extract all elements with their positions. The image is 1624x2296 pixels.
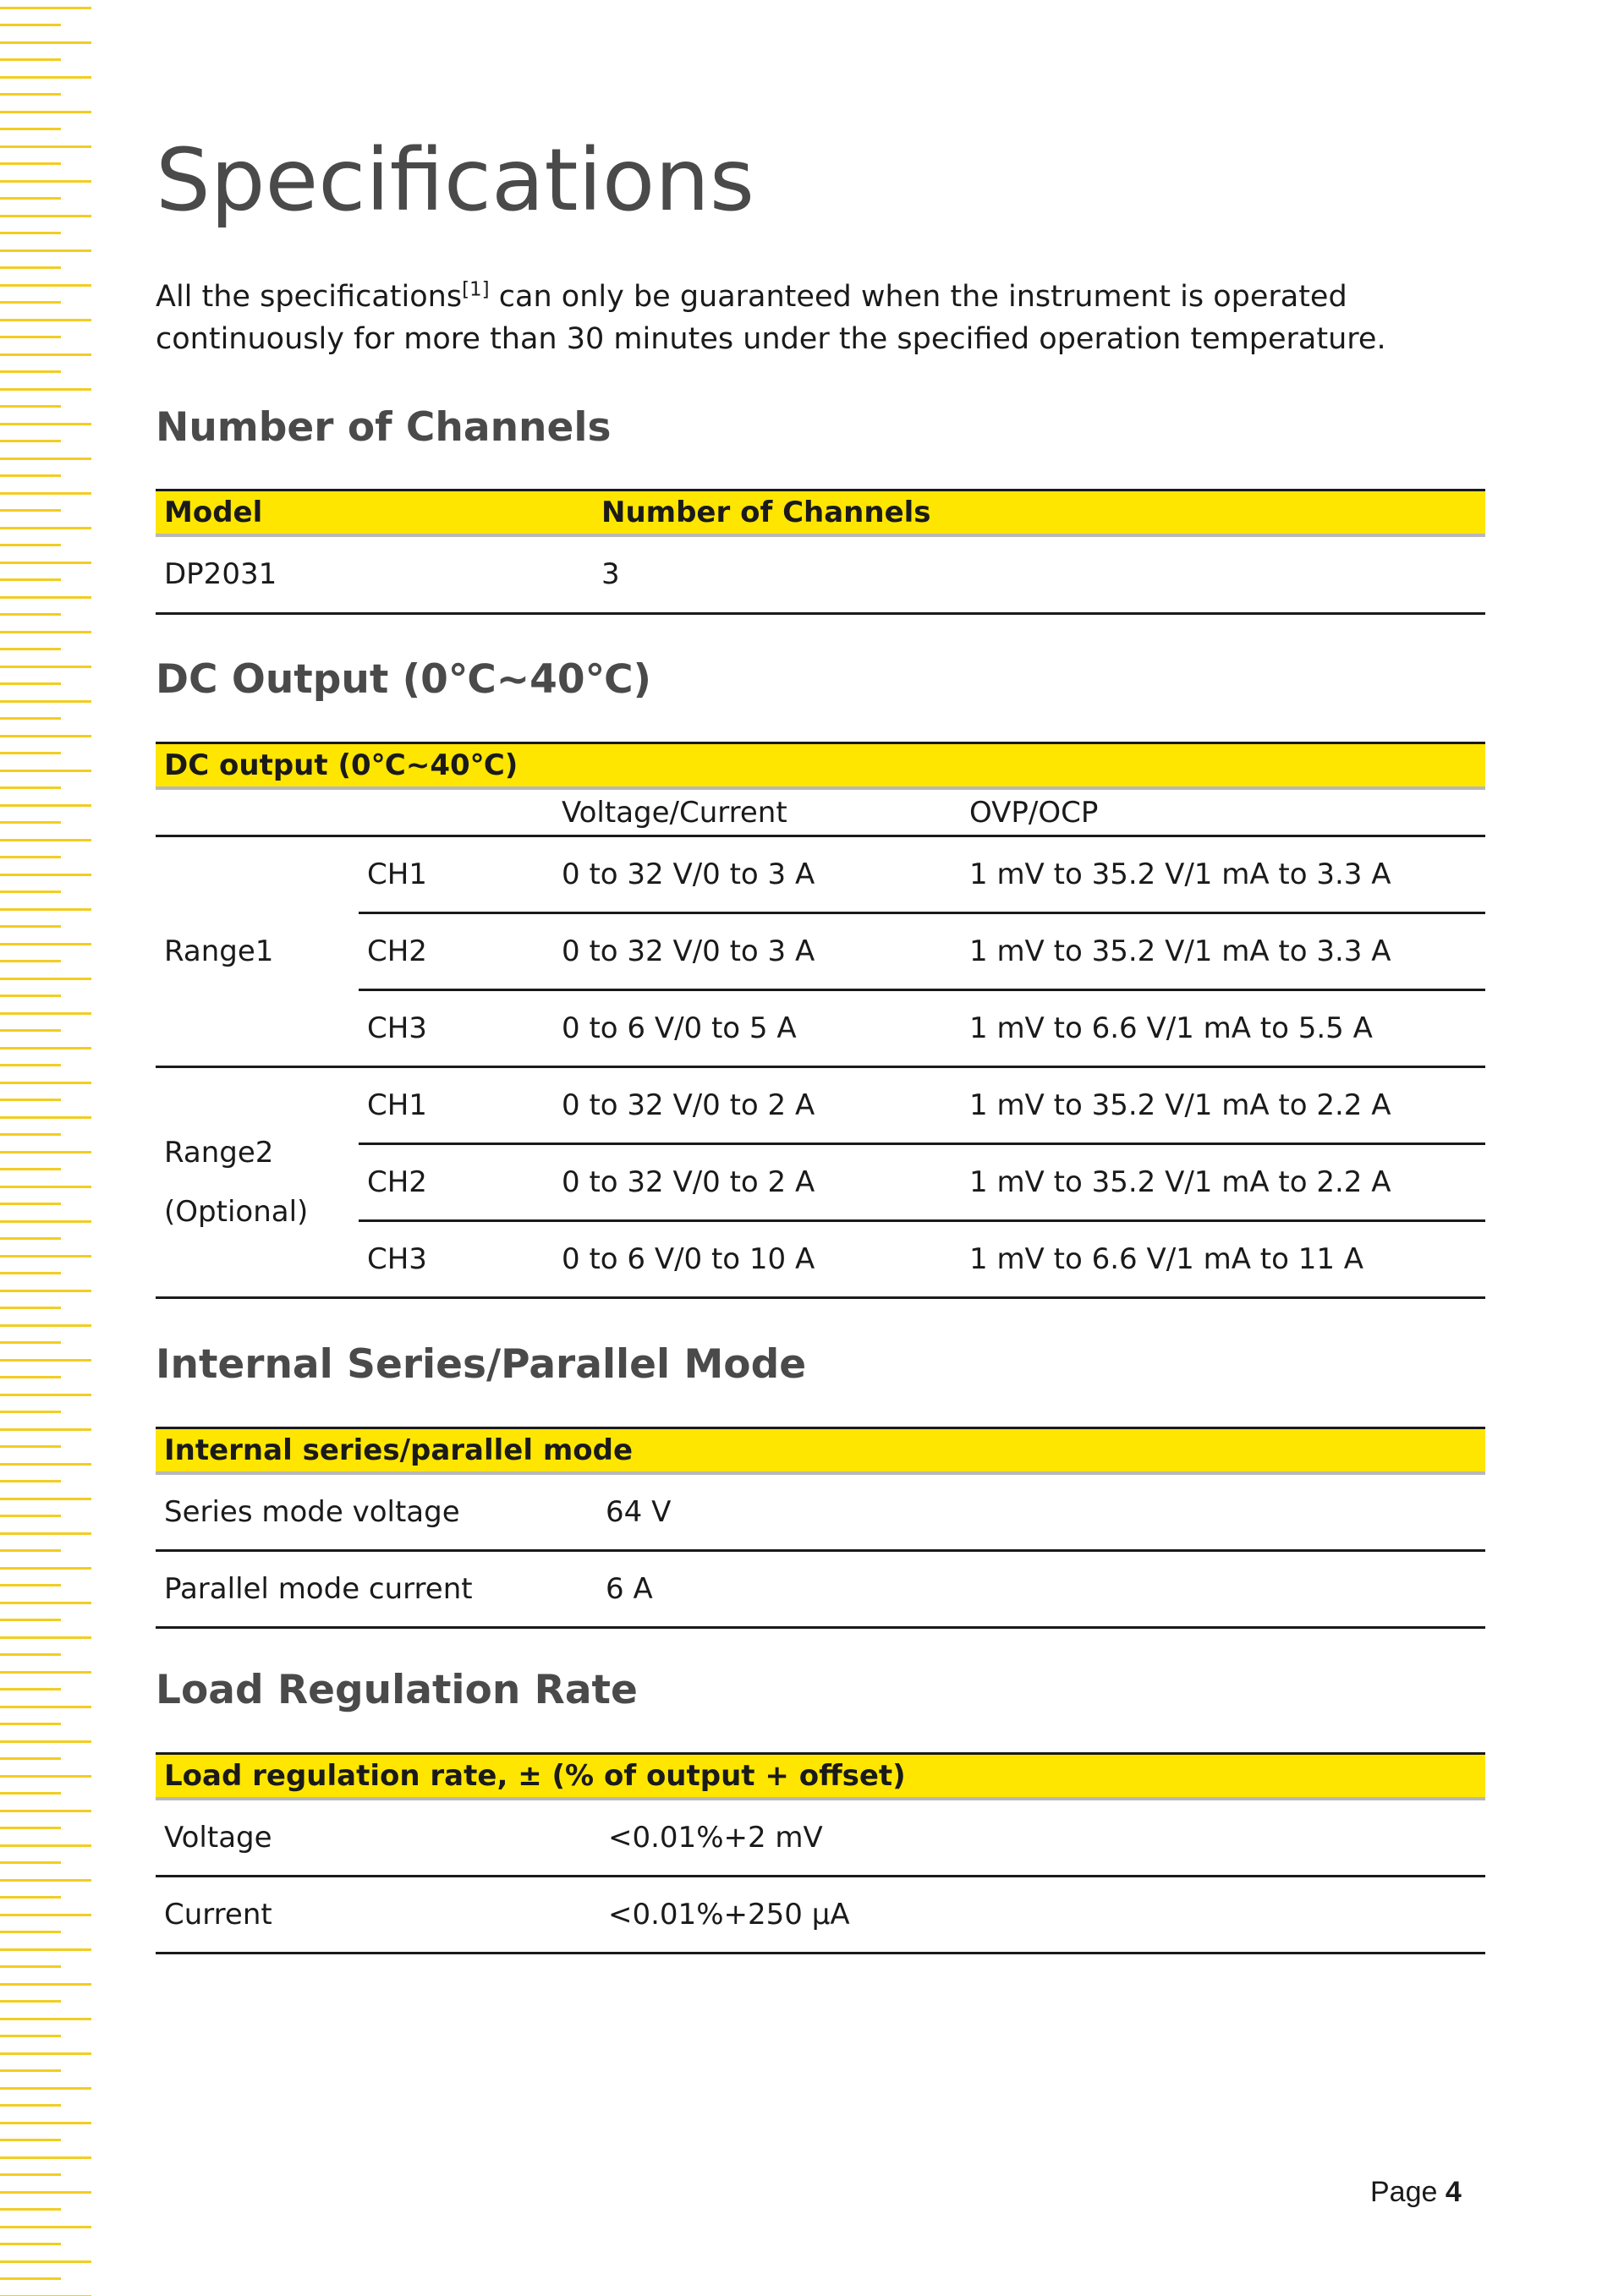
section-title-channels: Number of Channels (156, 404, 612, 451)
intro-text-end: can only be guaranteed when the instrument is operated continuously for more than 30 minutes under the specified operation temperature. (156, 280, 1386, 356)
channels-table-header (156, 490, 1485, 536)
spec-label-cell: Current (156, 1877, 600, 1954)
page-number (1370, 2176, 1462, 2209)
ovp-ocp-cell: 1 mV to 6.6 V/1 mA to 11 A (961, 1221, 1485, 1298)
spec-label-cell: Voltage (156, 1799, 600, 1877)
intro-text-start: All the specifications (156, 280, 463, 314)
load-regulation-table (156, 1752, 1485, 1954)
table-row (156, 1877, 1485, 1954)
series-parallel-table (156, 1427, 1485, 1629)
voltage-current-cell: 0 to 32 V/0 to 2 A (553, 1144, 961, 1221)
voltage-current-cell: 0 to 6 V/0 to 10 A (553, 1221, 961, 1298)
range1-label: Range1 (156, 836, 359, 1067)
voltage-current-cell: 0 to 6 V/0 to 5 A (553, 990, 961, 1067)
ovp-ocp-cell: 1 mV to 35.2 V/1 mA to 3.3 A (961, 913, 1485, 990)
section-title-series-parallel: Internal Series/Parallel Mode (156, 1341, 807, 1388)
page-number-value: 4 (1445, 2176, 1462, 2208)
ovp-ocp-cell: 1 mV to 35.2 V/1 mA to 2.2 A (961, 1144, 1485, 1221)
footnote-reference: [1] (462, 278, 490, 301)
spec-label-cell: Parallel mode current (156, 1551, 597, 1628)
channel-cell: CH1 (359, 1067, 553, 1144)
voltage-current-cell: 0 to 32 V/0 to 3 A (553, 836, 961, 913)
dc-output-header-label: DC output (0℃~40℃) (156, 743, 1485, 789)
column-ovp-ocp: OVP/OCP (961, 788, 1485, 836)
table-row (156, 535, 1485, 613)
spec-value-cell: <0.01%+2 mV (600, 1799, 1485, 1877)
margin-stripe-decoration (0, 0, 110, 2296)
page-title: Specifications (156, 130, 755, 231)
range2-label (156, 1067, 359, 1298)
range2-label-line2: (Optional) (164, 1195, 309, 1229)
channel-cell: CH2 (359, 1144, 553, 1221)
dc-output-table (156, 742, 1485, 1299)
empty-header-cell (359, 788, 553, 836)
channel-cell: CH2 (359, 913, 553, 990)
spec-value-cell: <0.01%+250 μA (600, 1877, 1485, 1954)
dc-output-table-header (156, 743, 1485, 789)
ovp-ocp-cell: 1 mV to 35.2 V/1 mA to 2.2 A (961, 1067, 1485, 1144)
model-cell: DP2031 (156, 535, 593, 613)
dc-output-column-headers (156, 788, 1485, 836)
section-title-dc-output: DC Output (0℃~40℃) (156, 656, 651, 703)
spec-value-cell: 6 A (597, 1551, 1485, 1628)
channel-cell: CH3 (359, 1221, 553, 1298)
table-row (156, 1473, 1485, 1551)
empty-header-cell (156, 788, 359, 836)
voltage-current-cell: 0 to 32 V/0 to 3 A (553, 913, 961, 990)
header-model: Model (156, 490, 593, 536)
series-parallel-header-label: Internal series/parallel mode (156, 1428, 1485, 1474)
table-row (156, 1067, 1485, 1144)
page-label: Page (1370, 2176, 1438, 2208)
voltage-current-cell: 0 to 32 V/0 to 2 A (553, 1067, 961, 1144)
channel-cell: CH1 (359, 836, 553, 913)
section-title-load-regulation: Load Regulation Rate (156, 1667, 638, 1713)
load-regulation-header-label: Load regulation rate, ± (% of output + offset) (156, 1754, 1485, 1800)
header-number-of-channels: Number of Channels (593, 490, 1485, 536)
channel-cell: CH3 (359, 990, 553, 1067)
table-row (156, 1551, 1485, 1628)
spec-value-cell: 64 V (597, 1473, 1485, 1551)
load-regulation-table-header (156, 1754, 1485, 1800)
series-parallel-table-header (156, 1428, 1485, 1474)
channels-count-cell: 3 (593, 535, 1485, 613)
ovp-ocp-cell: 1 mV to 6.6 V/1 mA to 5.5 A (961, 990, 1485, 1067)
ovp-ocp-cell: 1 mV to 35.2 V/1 mA to 3.3 A (961, 836, 1485, 913)
spec-label-cell: Series mode voltage (156, 1473, 597, 1551)
channels-table (156, 489, 1485, 615)
column-voltage-current: Voltage/Current (553, 788, 961, 836)
table-row (156, 836, 1485, 913)
table-row (156, 1799, 1485, 1877)
range2-label-line1: Range2 (164, 1136, 274, 1170)
intro-paragraph (156, 276, 1475, 360)
